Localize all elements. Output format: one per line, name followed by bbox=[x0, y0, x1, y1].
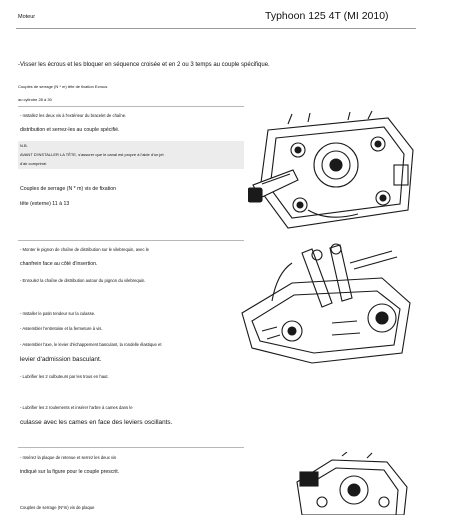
cylinder-head-figure bbox=[248, 110, 418, 235]
torque-cylinder-line-1: Couples de serrage (N * m) tête de fixation Ecrous bbox=[18, 84, 108, 89]
step-insert-camshaft: culasse avec les cames en face des leviers oscillants. bbox=[20, 419, 173, 426]
step-install-tensioner: - Installer le patin tendeur sur la culasse. bbox=[20, 311, 96, 316]
section-divider bbox=[18, 240, 244, 241]
nb-label: N.B. bbox=[20, 143, 28, 148]
section-divider bbox=[18, 447, 244, 448]
torque-plate-line: Couples de serrage (N*m) vis de plaque bbox=[20, 505, 95, 510]
step-lubricate-bearings: - Lubrifier les 2 roulements et insérer l'arbre à cames dans le bbox=[20, 405, 133, 410]
intro-instruction: -Visser les écrous et les bloquer en séquence croisée et en 2 ou 3 temps au couple spécifique. bbox=[18, 62, 270, 68]
step-wind-chain: - Enroulez la chaîne de distribution autour du pignon du vilebrequin. bbox=[20, 278, 146, 283]
torque-head-line-2: tête (externe) 11 à 13 bbox=[20, 201, 70, 207]
retaining-plate-figure bbox=[292, 452, 412, 515]
step-torque-plate: indiqué sur la figure pour le couple prescrit. bbox=[20, 469, 120, 475]
step-assemble-spacer: - Assembler l'entretoise et la fermeture à vis. bbox=[20, 326, 103, 331]
step-assemble-axle: - Assembler l'axe, le levier d'échappement basculant, la rondelle élastique et bbox=[20, 342, 162, 347]
step-lubricate-rockers: - Lubrifier les 2 culbuteurs par les trous en haut. bbox=[20, 374, 109, 379]
nb-text-line-1: AVANT D'INSTALLER LA TÊTE, s'assurer que le canal est propre à l'aide d'un jet bbox=[20, 152, 164, 157]
header-section-label: Moteur bbox=[18, 14, 36, 20]
step-chamfer: chanfrein face au côté d'insertion. bbox=[20, 261, 98, 267]
step-intake-lever: levier d'admission basculant. bbox=[20, 356, 102, 363]
step-mount-sprocket: - Monter le pignon de chaîne de distribution sur le vilebrequin, avec le bbox=[20, 247, 149, 252]
camshaft-assembly-figure bbox=[232, 243, 417, 368]
section-divider bbox=[18, 106, 244, 107]
torque-cylinder-line-2: au cylindre 28 à 30 bbox=[18, 97, 52, 102]
header-divider bbox=[16, 28, 416, 29]
nb-text-line-2: d'air comprimé. bbox=[20, 161, 48, 166]
header-model-title: Typhoon 125 4T (MI 2010) bbox=[265, 10, 389, 22]
torque-head-line-1: Couples de serrage (N * m) vis de fixation bbox=[20, 186, 117, 192]
step-install-screws: - Installez les deux vis à l'extérieur du bracelet de chaîne. bbox=[20, 113, 127, 118]
step-insert-plate: - Insérez la plaque de retenue et serrez les deux vis bbox=[20, 455, 117, 460]
step-tighten-screws: distribution et serrez-les au couple spécifié. bbox=[20, 127, 120, 133]
